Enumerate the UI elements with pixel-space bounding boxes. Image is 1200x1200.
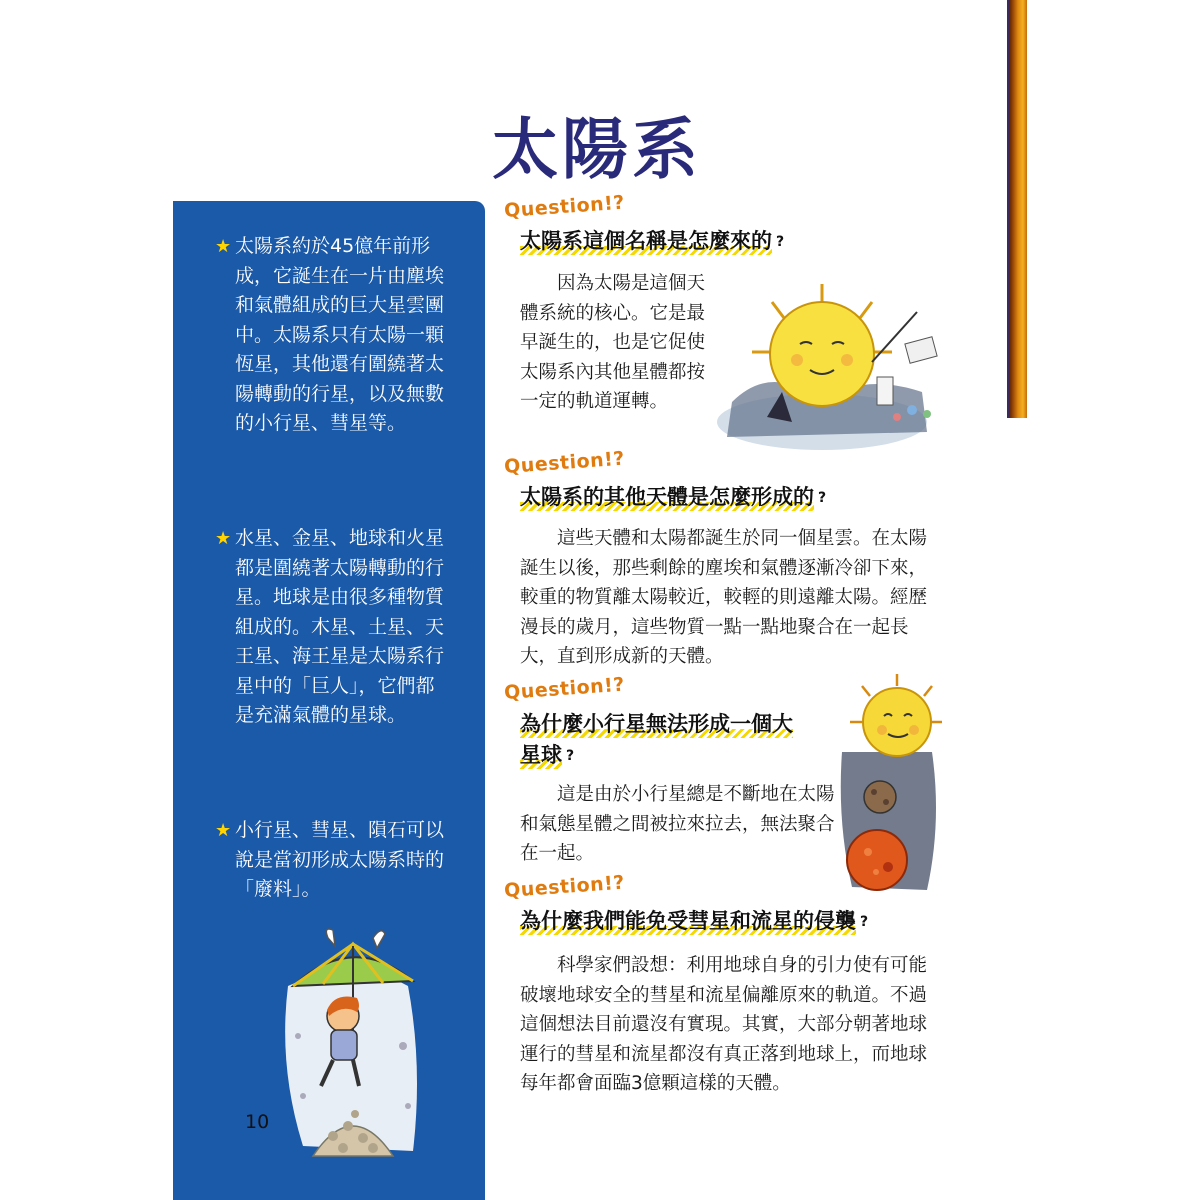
sidebar-item [215,524,445,731]
star-icon: ★ [215,820,232,841]
sidebar-item [215,816,445,905]
kid-with-umbrella-illustration [273,926,433,1161]
question-mark: ? [566,747,575,764]
star-icon: ★ [215,528,232,549]
sidebar-panel [173,201,485,1200]
sidebar-item-text: 太陽系約於45億年前形成，它誕生在一片由塵埃和氣體組成的巨大星雲團中。太陽系只有太陽一顆恆星，其他還有圍繞著太陽轉動的行星，以及無數的小行星、彗星等。 [235,235,445,434]
answer-text: 科學家們設想：利用地球自身的引力使有可能破壞地球安全的彗星和流星偏離原來的軌道。不過這個想法目前還沒有實現。其實，大部分朝著地球運行的彗星和流星都沒有真正落到地球上，而地球每年都會面臨3億顆這樣的天體。 [520,955,928,1094]
page-number: 10 [245,1111,270,1133]
question-heading [520,226,784,258]
star-icon: ★ [215,236,232,257]
question-heading-text: 星球 [520,743,562,767]
question-mark: ? [776,233,785,250]
answer-text: 這些天體和太陽都誕生於同一個星雲。在太陽誕生以後，那些剩餘的塵埃和氣體逐漸冷卻下來，較重的物質離太陽較近，較輕的則遠離太陽。經歷漫長的歲月，這些物質一點一點地聚合在一起長大，直到形成新的天體。 [520,528,928,667]
question-tag: Question!? [503,871,626,902]
question-heading [520,906,868,938]
question-heading [520,709,840,772]
sun-and-asteroids-illustration [832,672,947,897]
sidebar-item [215,232,445,439]
question-heading-text: 為什麼小行星無法形成一個大 [520,712,793,736]
question-heading-text: 太陽系這個名稱是怎麼來的 [520,229,772,253]
question-tag: Question!? [503,673,626,704]
question-tag: Question!? [503,191,626,222]
question-heading [520,482,826,514]
sun-strip-photo [1007,0,1027,418]
answer-text: 這是由於小行星總是不斷地在太陽和氣態星體之間被拉來拉去，無法聚合在一起。 [520,784,835,864]
answer-text: 因為太陽是這個天體系統的核心。它是最早誕生的，也是它促使太陽系內其他星體都按一定的軌道運轉。 [520,273,706,412]
question-mark: ? [818,489,827,506]
sidebar-item-text: 水星、金星、地球和火星都是圍繞著太陽轉動的行星。地球是由很多種物質組成的。木星、土星、天王星、海王星是太陽系行星中的「巨人」，它們都是充滿氣體的星球。 [235,527,445,726]
question-mark: ? [860,913,869,930]
question-heading-text: 太陽系的其他天體是怎麼形成的 [520,485,814,509]
question-tag: Question!? [503,447,626,478]
page-title: 太陽系 [492,111,702,188]
question-heading-text: 為什麼我們能免受彗星和流星的侵襲 [520,909,856,933]
smiling-sun-conductor-illustration [712,282,947,452]
sidebar-item-text: 小行星、彗星、隕石可以說是當初形成太陽系時的「廢料」。 [235,819,445,900]
